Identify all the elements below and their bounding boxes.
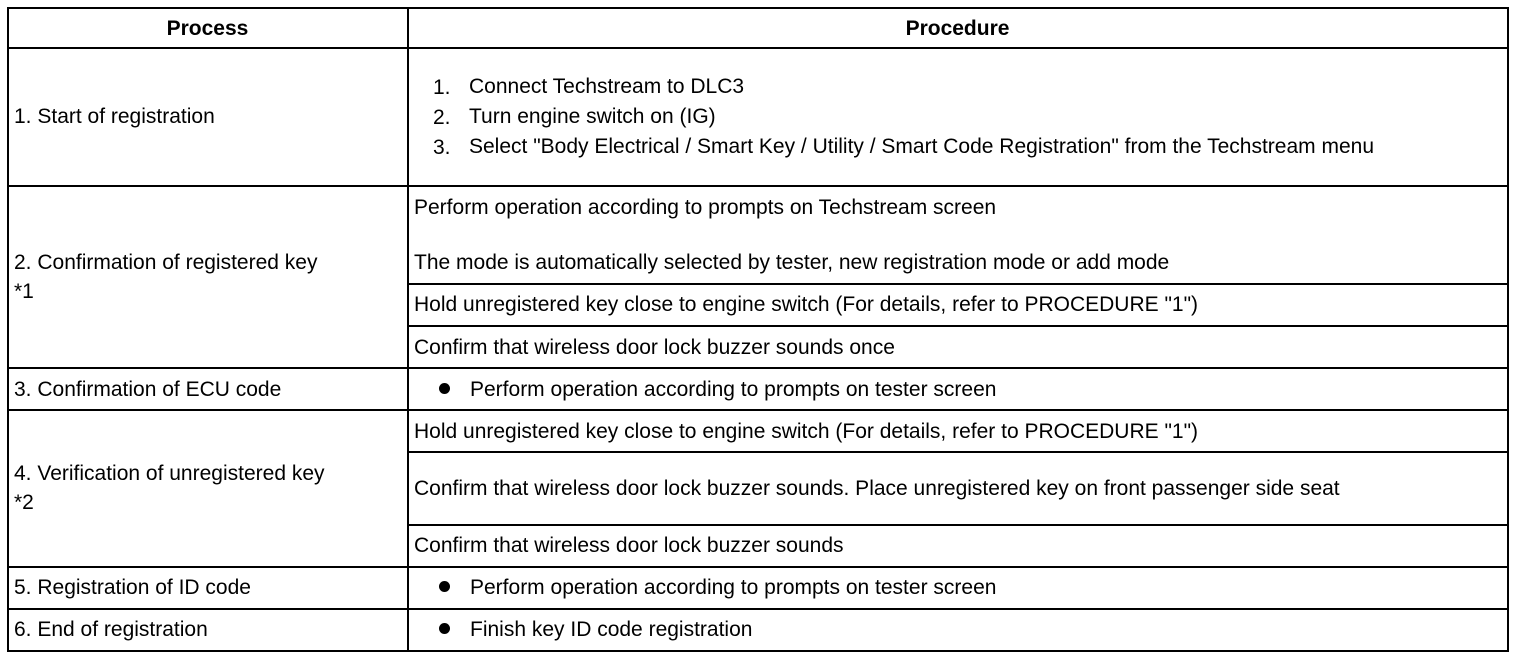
process-cell: 4. Verification of unregistered key *2 (8, 410, 408, 566)
process-cell: 2. Confirmation of registered key *1 (8, 186, 408, 369)
procedure-cell (408, 609, 1508, 651)
table-row (8, 368, 1508, 410)
procedure-text: Perform operation according to prompts on Techstream screen (414, 195, 997, 219)
process-cell: 6. End of registration (8, 609, 408, 651)
procedure-text: Perform operation according to prompts on tester screen (470, 377, 997, 401)
procedure-cell: Hold unregistered key close to engine switch (For details, refer to PROCEDURE "1") (408, 284, 1508, 326)
step-text: Turn engine switch on (IG) (469, 104, 716, 128)
step-number: 1. (433, 75, 451, 99)
procedure-cell: Confirm that wireless door lock buzzer sounds (408, 525, 1508, 567)
header-row (8, 8, 1508, 48)
procedure-cell (408, 48, 1508, 185)
step-text: Connect Techstream to DLC3 (469, 74, 745, 98)
step-number: 3. (433, 135, 451, 159)
bullet-item (414, 573, 1501, 602)
process-cell: 5. Registration of ID code (8, 567, 408, 609)
procedure-cell (408, 567, 1508, 609)
bullet-icon (439, 623, 450, 634)
procedure-header: Procedure (408, 8, 1508, 48)
table-row (8, 48, 1508, 185)
step-text: Select "Body Electrical / Smart Key / Utility / Smart Code Registration" from the Techstream menu (469, 134, 1375, 158)
procedure-cell: Confirm that wireless door lock buzzer sounds. Place unregistered key on front passenger side seat (408, 452, 1508, 524)
list-item (433, 132, 1501, 162)
bullet-item (414, 375, 1501, 404)
procedure-cell: Confirm that wireless door lock buzzer sounds once (408, 326, 1508, 368)
table-row (8, 609, 1508, 651)
procedure-cell: Hold unregistered key close to engine switch (For details, refer to PROCEDURE "1") (408, 410, 1508, 452)
step-list (414, 72, 1501, 162)
list-item (433, 72, 1501, 102)
procedure-text: Finish key ID code registration (470, 618, 753, 642)
procedure-text: The mode is automatically selected by tester, new registration mode or add mode (414, 250, 1170, 274)
step-number: 2. (433, 105, 451, 129)
procedure-cell (408, 368, 1508, 410)
list-item (433, 102, 1501, 132)
process-cell: 1. Start of registration (8, 48, 408, 185)
table-row (8, 410, 1508, 452)
table-row (8, 186, 1508, 284)
bullet-icon (439, 383, 450, 394)
procedure-cell (408, 186, 1508, 284)
process-header: Process (8, 8, 408, 48)
process-cell: 3. Confirmation of ECU code (8, 368, 408, 410)
bullet-icon (439, 581, 450, 592)
bullet-item (414, 615, 1501, 644)
table-row (8, 567, 1508, 609)
registration-procedure-table (7, 7, 1509, 652)
procedure-text: Perform operation according to prompts on tester screen (470, 576, 997, 600)
